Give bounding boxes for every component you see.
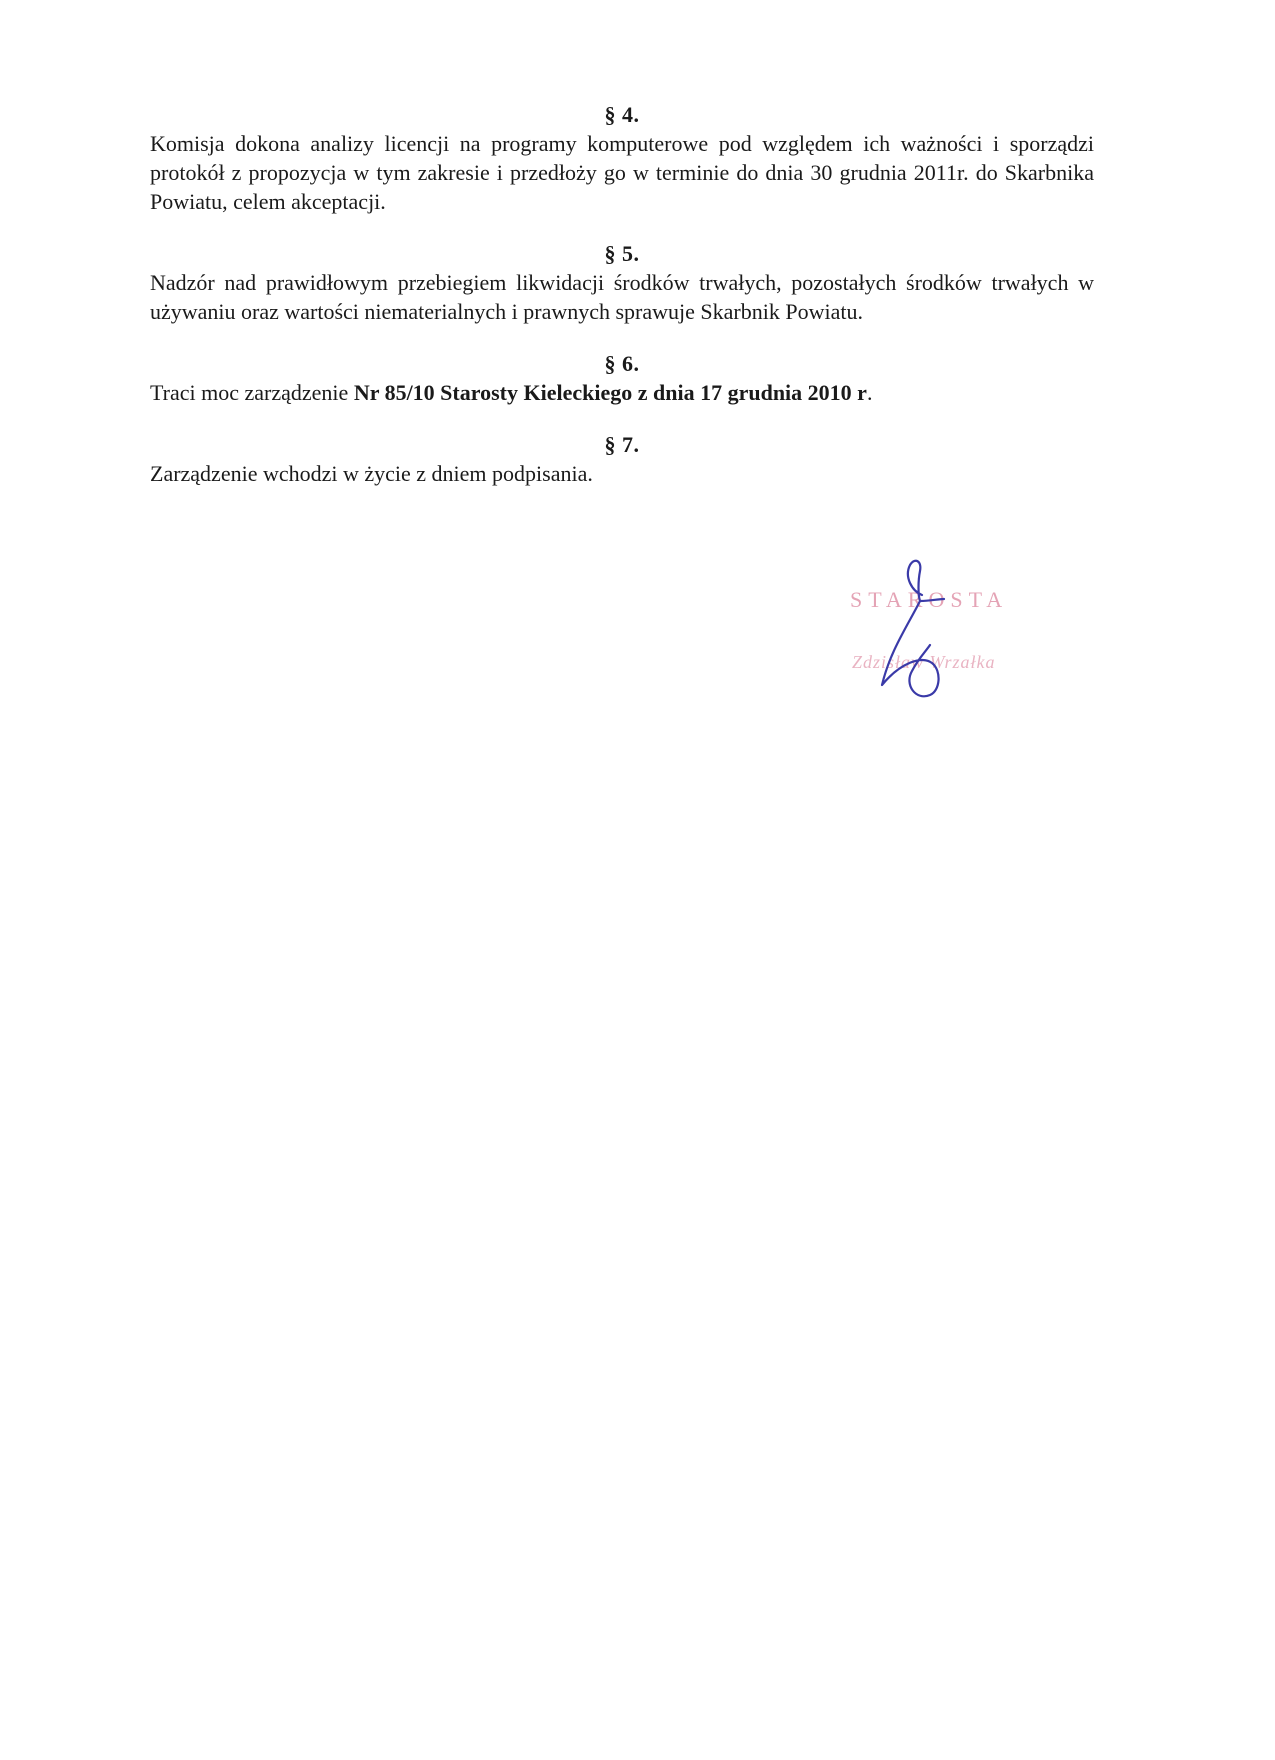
regulation-reference: Nr 85/10 Starosty Kieleckiego z dnia 17 grudnia 2010 r — [353, 380, 867, 405]
paragraph-text: Traci moc zarządzenie — [150, 380, 354, 405]
section-heading: § 4. — [604, 102, 640, 127]
section-paragraph — [150, 378, 1094, 407]
document-body — [150, 100, 1094, 511]
paragraph-end: . — [866, 380, 873, 405]
section-heading: § 7. — [604, 432, 640, 457]
section-paragraph: Zarządzenie wchodzi w życie z dniem podpisania. — [150, 461, 593, 486]
signature-stroke — [882, 561, 944, 697]
section-4 — [150, 100, 1094, 216]
section-heading: § 5. — [604, 241, 640, 266]
section-heading: § 6. — [604, 351, 640, 376]
section-paragraph: Komisja dokona analizy licencji na programy komputerowe pod względem ich ważności i sporządzi protokół z propozycja w tym zakresie i przedłoży go w terminie do dnia 30 grudnia 2011r. do Skarbnika Powiatu, celem akceptacji. — [150, 131, 1094, 214]
stamp-title: STAROSTA — [850, 587, 1009, 612]
section-5 — [150, 239, 1094, 326]
section-paragraph: Nadzór nad prawidłowym przebiegiem likwidacji środków trwałych, pozostałych środków trwałych w używaniu oraz wartości niematerialnych i prawnych sprawuje Skarbnik Powiatu. — [150, 270, 1094, 324]
section-6 — [150, 349, 1094, 407]
stamp-name: Zdzisław Wrzałka — [852, 652, 996, 672]
handwritten-signature — [860, 535, 980, 715]
section-7 — [150, 430, 1094, 488]
